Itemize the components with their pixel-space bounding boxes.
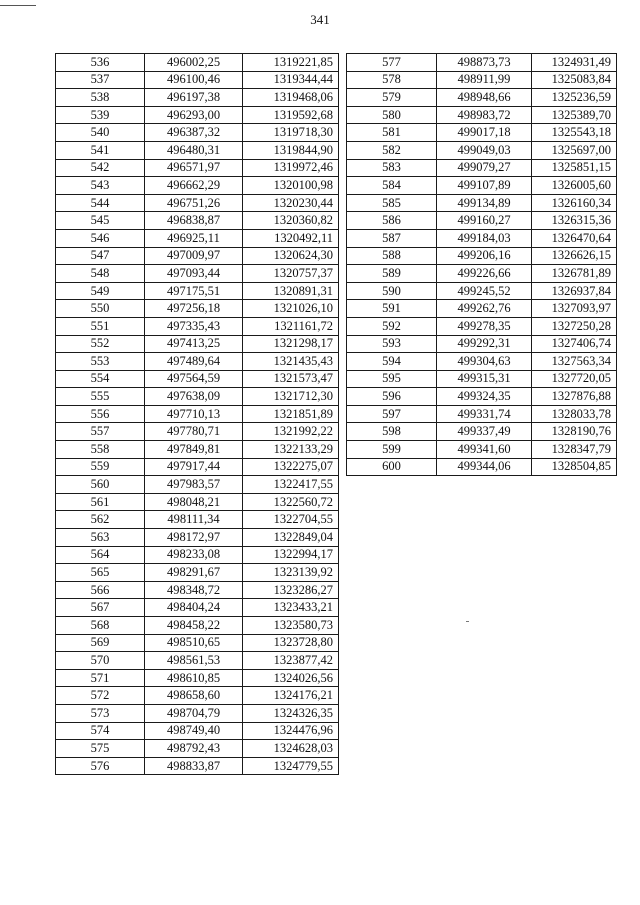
point-number-cell: 572 (56, 687, 145, 705)
x-coordinate-cell: 496925,11 (145, 229, 243, 247)
point-number-cell: 584 (347, 177, 437, 195)
point-number-cell: 583 (347, 159, 437, 177)
x-coordinate-cell: 499107,89 (437, 177, 532, 195)
table-row (56, 229, 339, 247)
table-row (56, 564, 339, 582)
point-number-cell: 560 (56, 476, 145, 494)
table-row (347, 212, 617, 230)
y-coordinate-cell: 1325543,18 (532, 124, 617, 142)
table-row (56, 757, 339, 775)
x-coordinate-cell: 497564,59 (145, 370, 243, 388)
table-row (56, 687, 339, 705)
x-coordinate-cell: 498704,79 (145, 704, 243, 722)
table-row (56, 423, 339, 441)
point-number-cell: 569 (56, 634, 145, 652)
point-number-cell: 594 (347, 353, 437, 371)
y-coordinate-cell: 1320757,37 (243, 265, 339, 283)
point-number-cell: 590 (347, 282, 437, 300)
x-coordinate-cell: 497710,13 (145, 405, 243, 423)
point-number-cell: 555 (56, 388, 145, 406)
y-coordinate-cell: 1320100,98 (243, 177, 339, 195)
y-coordinate-cell: 1325697,00 (532, 141, 617, 159)
x-coordinate-cell: 498233,08 (145, 546, 243, 564)
y-coordinate-cell: 1322417,55 (243, 476, 339, 494)
table-row (347, 458, 617, 476)
x-coordinate-cell: 497175,51 (145, 282, 243, 300)
table-row (56, 177, 339, 195)
y-coordinate-cell: 1326005,60 (532, 177, 617, 195)
point-number-cell: 548 (56, 265, 145, 283)
page-number: 341 (310, 12, 330, 27)
point-number-cell: 540 (56, 124, 145, 142)
x-coordinate-cell: 498404,24 (145, 599, 243, 617)
table-row (56, 704, 339, 722)
x-coordinate-cell: 499278,35 (437, 317, 532, 335)
x-coordinate-cell: 497335,43 (145, 317, 243, 335)
y-coordinate-cell: 1327250,28 (532, 317, 617, 335)
y-coordinate-cell: 1326160,34 (532, 194, 617, 212)
x-coordinate-cell: 499331,74 (437, 405, 532, 423)
x-coordinate-cell: 499049,03 (437, 141, 532, 159)
x-coordinate-cell: 497917,44 (145, 458, 243, 476)
table-row (56, 388, 339, 406)
table-row (347, 194, 617, 212)
table-row (56, 353, 339, 371)
point-number-cell: 543 (56, 177, 145, 195)
x-coordinate-cell: 498458,22 (145, 617, 243, 635)
x-coordinate-cell: 497256,18 (145, 300, 243, 318)
y-coordinate-cell: 1320492,11 (243, 229, 339, 247)
x-coordinate-cell: 496100,46 (145, 71, 243, 89)
x-coordinate-cell: 499245,52 (437, 282, 532, 300)
point-number-cell: 591 (347, 300, 437, 318)
x-coordinate-cell: 499160,27 (437, 212, 532, 230)
point-number-cell: 598 (347, 423, 437, 441)
table-row (347, 441, 617, 459)
x-coordinate-cell: 496480,31 (145, 141, 243, 159)
point-number-cell: 599 (347, 441, 437, 459)
table-row (56, 212, 339, 230)
coordinates-table-right (346, 53, 617, 476)
x-coordinate-cell: 496751,26 (145, 194, 243, 212)
point-number-cell: 559 (56, 458, 145, 476)
y-coordinate-cell: 1328504,85 (532, 458, 617, 476)
table-row (347, 317, 617, 335)
y-coordinate-cell: 1324476,96 (243, 722, 339, 740)
y-coordinate-cell: 1326470,64 (532, 229, 617, 247)
y-coordinate-cell: 1323286,27 (243, 581, 339, 599)
x-coordinate-cell: 498873,73 (437, 54, 532, 72)
table-row (56, 405, 339, 423)
y-coordinate-cell: 1323139,92 (243, 564, 339, 582)
table-row (347, 106, 617, 124)
y-coordinate-cell: 1319221,85 (243, 54, 339, 72)
y-coordinate-cell: 1324176,21 (243, 687, 339, 705)
x-coordinate-cell: 498291,67 (145, 564, 243, 582)
table-row (56, 511, 339, 529)
y-coordinate-cell: 1319468,06 (243, 89, 339, 107)
y-coordinate-cell: 1325083,84 (532, 71, 617, 89)
point-number-cell: 578 (347, 71, 437, 89)
y-coordinate-cell: 1320891,31 (243, 282, 339, 300)
point-number-cell: 577 (347, 54, 437, 72)
x-coordinate-cell: 496571,97 (145, 159, 243, 177)
x-coordinate-cell: 497983,57 (145, 476, 243, 494)
y-coordinate-cell: 1321298,17 (243, 335, 339, 353)
y-coordinate-cell: 1326626,15 (532, 247, 617, 265)
point-number-cell: 553 (56, 353, 145, 371)
point-number-cell: 557 (56, 423, 145, 441)
table-row (347, 265, 617, 283)
x-coordinate-cell: 498911,99 (437, 71, 532, 89)
table-row (56, 546, 339, 564)
y-coordinate-cell: 1325851,15 (532, 159, 617, 177)
x-coordinate-cell: 496838,87 (145, 212, 243, 230)
table-row (56, 458, 339, 476)
table-row (347, 71, 617, 89)
point-number-cell: 561 (56, 493, 145, 511)
point-number-cell: 587 (347, 229, 437, 247)
y-coordinate-cell: 1321435,43 (243, 353, 339, 371)
point-number-cell: 571 (56, 669, 145, 687)
y-coordinate-cell: 1323877,42 (243, 652, 339, 670)
x-coordinate-cell: 499184,03 (437, 229, 532, 247)
x-coordinate-cell: 499226,66 (437, 265, 532, 283)
y-coordinate-cell: 1326937,84 (532, 282, 617, 300)
point-number-cell: 582 (347, 141, 437, 159)
point-number-cell: 576 (56, 757, 145, 775)
y-coordinate-cell: 1319344,44 (243, 71, 339, 89)
x-coordinate-cell: 498983,72 (437, 106, 532, 124)
table-row (56, 335, 339, 353)
x-coordinate-cell: 498792,43 (145, 740, 243, 758)
table-row (56, 282, 339, 300)
point-number-cell: 565 (56, 564, 145, 582)
x-coordinate-cell: 499315,31 (437, 370, 532, 388)
x-coordinate-cell: 499017,18 (437, 124, 532, 142)
point-number-cell: 585 (347, 194, 437, 212)
y-coordinate-cell: 1327093,97 (532, 300, 617, 318)
point-number-cell: 579 (347, 89, 437, 107)
table-row (56, 634, 339, 652)
x-coordinate-cell: 498610,85 (145, 669, 243, 687)
table-row (56, 247, 339, 265)
table-row (56, 124, 339, 142)
point-number-cell: 542 (56, 159, 145, 177)
x-coordinate-cell: 498510,65 (145, 634, 243, 652)
y-coordinate-cell: 1328033,78 (532, 405, 617, 423)
y-coordinate-cell: 1319592,68 (243, 106, 339, 124)
point-number-cell: 581 (347, 124, 437, 142)
point-number-cell: 539 (56, 106, 145, 124)
y-coordinate-cell: 1321992,22 (243, 423, 339, 441)
table-row (56, 159, 339, 177)
y-coordinate-cell: 1324779,55 (243, 757, 339, 775)
x-coordinate-cell: 497009,97 (145, 247, 243, 265)
x-coordinate-cell: 497413,25 (145, 335, 243, 353)
table-row (56, 669, 339, 687)
table-row (56, 194, 339, 212)
table-row (347, 124, 617, 142)
table-row (56, 317, 339, 335)
y-coordinate-cell: 1324628,03 (243, 740, 339, 758)
x-coordinate-cell: 497489,64 (145, 353, 243, 371)
y-coordinate-cell: 1320360,82 (243, 212, 339, 230)
point-number-cell: 547 (56, 247, 145, 265)
point-number-cell: 564 (56, 546, 145, 564)
x-coordinate-cell: 498833,87 (145, 757, 243, 775)
x-coordinate-cell: 499079,27 (437, 159, 532, 177)
y-coordinate-cell: 1323728,80 (243, 634, 339, 652)
y-coordinate-cell: 1319718,30 (243, 124, 339, 142)
y-coordinate-cell: 1327876,88 (532, 388, 617, 406)
point-number-cell: 545 (56, 212, 145, 230)
point-number-cell: 537 (56, 71, 145, 89)
x-coordinate-cell: 499134,89 (437, 194, 532, 212)
table-row (347, 54, 617, 72)
point-number-cell: 588 (347, 247, 437, 265)
table-row (347, 247, 617, 265)
x-coordinate-cell: 499337,49 (437, 423, 532, 441)
y-coordinate-cell: 1322275,07 (243, 458, 339, 476)
table-row (56, 300, 339, 318)
y-coordinate-cell: 1327563,34 (532, 353, 617, 371)
y-coordinate-cell: 1320230,44 (243, 194, 339, 212)
x-coordinate-cell: 499206,16 (437, 247, 532, 265)
point-number-cell: 558 (56, 441, 145, 459)
table-row (56, 529, 339, 547)
y-coordinate-cell: 1321573,47 (243, 370, 339, 388)
y-coordinate-cell: 1324931,49 (532, 54, 617, 72)
point-number-cell: 568 (56, 617, 145, 635)
table-row (347, 159, 617, 177)
x-coordinate-cell: 496197,38 (145, 89, 243, 107)
table-row (347, 282, 617, 300)
point-number-cell: 538 (56, 89, 145, 107)
stray-ink-mark (466, 621, 469, 622)
x-coordinate-cell: 498658,60 (145, 687, 243, 705)
table-row (56, 652, 339, 670)
y-coordinate-cell: 1322704,55 (243, 511, 339, 529)
point-number-cell: 536 (56, 54, 145, 72)
point-number-cell: 567 (56, 599, 145, 617)
x-coordinate-cell: 498048,21 (145, 493, 243, 511)
point-number-cell: 586 (347, 212, 437, 230)
point-number-cell: 562 (56, 511, 145, 529)
point-number-cell: 554 (56, 370, 145, 388)
point-number-cell: 546 (56, 229, 145, 247)
point-number-cell: 570 (56, 652, 145, 670)
point-number-cell: 597 (347, 405, 437, 423)
x-coordinate-cell: 497849,81 (145, 441, 243, 459)
y-coordinate-cell: 1326781,89 (532, 265, 617, 283)
table-row (56, 740, 339, 758)
y-coordinate-cell: 1321161,72 (243, 317, 339, 335)
x-coordinate-cell: 497780,71 (145, 423, 243, 441)
table-row (56, 476, 339, 494)
y-coordinate-cell: 1323580,73 (243, 617, 339, 635)
table-row (56, 54, 339, 72)
coordinates-table-left-body (56, 54, 339, 775)
y-coordinate-cell: 1325389,70 (532, 106, 617, 124)
x-coordinate-cell: 498348,72 (145, 581, 243, 599)
table-row (347, 141, 617, 159)
coordinates-table-left (55, 53, 339, 775)
table-row (347, 405, 617, 423)
x-coordinate-cell: 498749,40 (145, 722, 243, 740)
table-row (56, 599, 339, 617)
point-number-cell: 573 (56, 704, 145, 722)
point-number-cell: 541 (56, 141, 145, 159)
table-row (56, 493, 339, 511)
point-number-cell: 544 (56, 194, 145, 212)
y-coordinate-cell: 1328190,76 (532, 423, 617, 441)
y-coordinate-cell: 1322133,29 (243, 441, 339, 459)
y-coordinate-cell: 1320624,30 (243, 247, 339, 265)
y-coordinate-cell: 1326315,36 (532, 212, 617, 230)
table-row (56, 89, 339, 107)
point-number-cell: 574 (56, 722, 145, 740)
y-coordinate-cell: 1327720,05 (532, 370, 617, 388)
table-row (347, 353, 617, 371)
table-row (347, 300, 617, 318)
table-row (56, 71, 339, 89)
table-row (56, 441, 339, 459)
y-coordinate-cell: 1328347,79 (532, 441, 617, 459)
table-row (347, 335, 617, 353)
y-coordinate-cell: 1322560,72 (243, 493, 339, 511)
y-coordinate-cell: 1327406,74 (532, 335, 617, 353)
point-number-cell: 549 (56, 282, 145, 300)
x-coordinate-cell: 497093,44 (145, 265, 243, 283)
y-coordinate-cell: 1324026,56 (243, 669, 339, 687)
table-row (56, 617, 339, 635)
x-coordinate-cell: 499341,60 (437, 441, 532, 459)
x-coordinate-cell: 496387,32 (145, 124, 243, 142)
table-row (347, 177, 617, 195)
table-row (56, 106, 339, 124)
x-coordinate-cell: 498561,53 (145, 652, 243, 670)
x-coordinate-cell: 497638,09 (145, 388, 243, 406)
y-coordinate-cell: 1324326,35 (243, 704, 339, 722)
point-number-cell: 595 (347, 370, 437, 388)
point-number-cell: 589 (347, 265, 437, 283)
point-number-cell: 556 (56, 405, 145, 423)
y-coordinate-cell: 1319972,46 (243, 159, 339, 177)
y-coordinate-cell: 1322849,04 (243, 529, 339, 547)
point-number-cell: 600 (347, 458, 437, 476)
table-row (56, 370, 339, 388)
table-row (56, 722, 339, 740)
x-coordinate-cell: 498948,66 (437, 89, 532, 107)
table-row (347, 370, 617, 388)
point-number-cell: 575 (56, 740, 145, 758)
table-row (347, 423, 617, 441)
coordinates-table-right-body (347, 54, 617, 476)
x-coordinate-cell: 498111,34 (145, 511, 243, 529)
x-coordinate-cell: 499324,35 (437, 388, 532, 406)
point-number-cell: 550 (56, 300, 145, 318)
table-row (347, 229, 617, 247)
y-coordinate-cell: 1323433,21 (243, 599, 339, 617)
y-coordinate-cell: 1322994,17 (243, 546, 339, 564)
point-number-cell: 593 (347, 335, 437, 353)
point-number-cell: 580 (347, 106, 437, 124)
x-coordinate-cell: 499262,76 (437, 300, 532, 318)
x-coordinate-cell: 498172,97 (145, 529, 243, 547)
x-coordinate-cell: 496002,25 (145, 54, 243, 72)
x-coordinate-cell: 496293,00 (145, 106, 243, 124)
y-coordinate-cell: 1319844,90 (243, 141, 339, 159)
point-number-cell: 552 (56, 335, 145, 353)
x-coordinate-cell: 496662,29 (145, 177, 243, 195)
table-row (56, 581, 339, 599)
table-row (56, 265, 339, 283)
y-coordinate-cell: 1325236,59 (532, 89, 617, 107)
point-number-cell: 566 (56, 581, 145, 599)
y-coordinate-cell: 1321026,10 (243, 300, 339, 318)
y-coordinate-cell: 1321712,30 (243, 388, 339, 406)
y-coordinate-cell: 1321851,89 (243, 405, 339, 423)
table-row (347, 89, 617, 107)
x-coordinate-cell: 499304,63 (437, 353, 532, 371)
x-coordinate-cell: 499344,06 (437, 458, 532, 476)
corner-rule-mark (0, 5, 36, 6)
table-row (56, 141, 339, 159)
point-number-cell: 563 (56, 529, 145, 547)
point-number-cell: 592 (347, 317, 437, 335)
table-row (347, 388, 617, 406)
point-number-cell: 596 (347, 388, 437, 406)
point-number-cell: 551 (56, 317, 145, 335)
x-coordinate-cell: 499292,31 (437, 335, 532, 353)
